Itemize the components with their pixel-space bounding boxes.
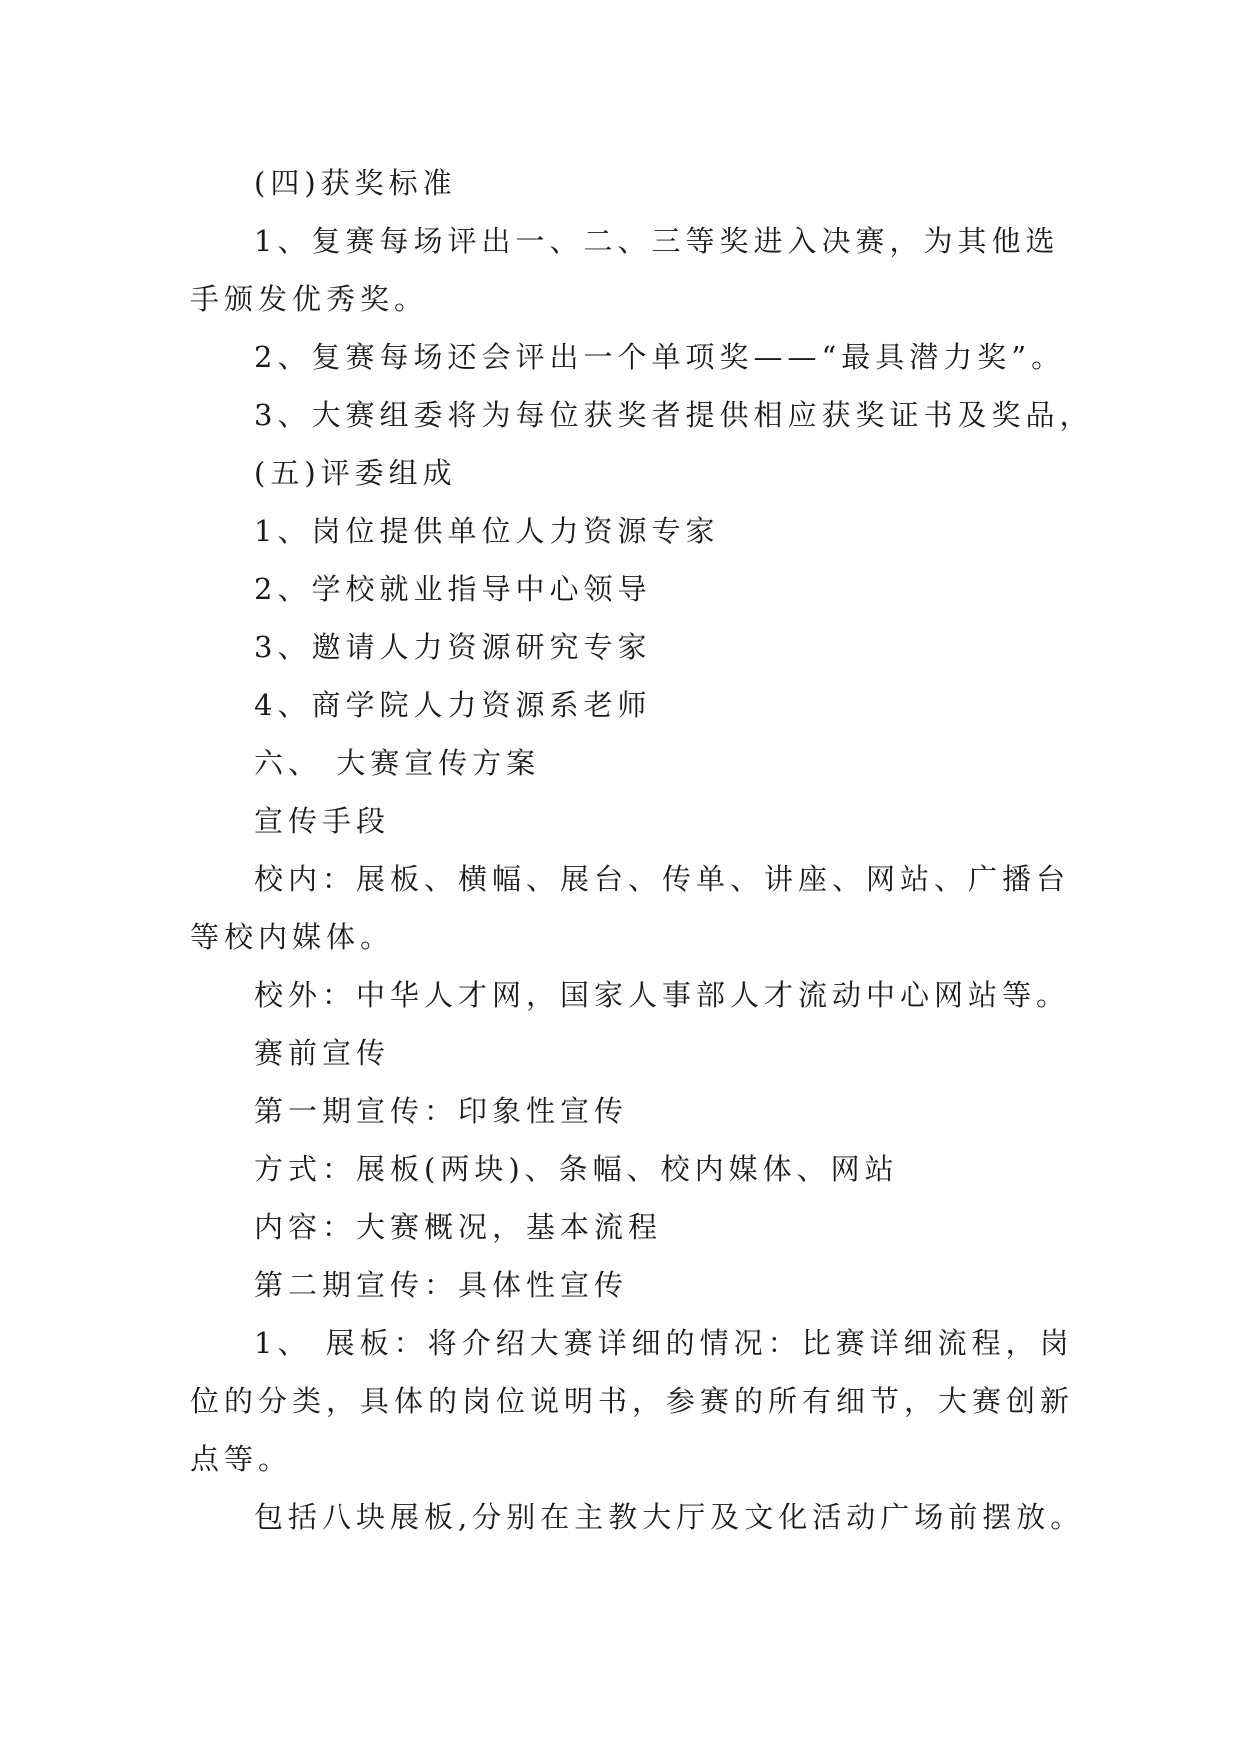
paragraph-line: 第一期宣传：印象性宣传 bbox=[254, 1094, 629, 1128]
section-heading-promotion: 六、 大赛宣传方案 bbox=[254, 746, 541, 780]
section-heading-award-criteria: (四)获奖标准 bbox=[254, 166, 457, 200]
paragraph-line: 2、复赛每场还会评出一个单项奖——“最具潜力奖”。 bbox=[254, 340, 1066, 374]
paragraph-line: 1、复赛每场评出一、二、三等奖进入决赛，为其他选 bbox=[254, 224, 1060, 258]
paragraph-line: 内容：大赛概况，基本流程 bbox=[254, 1210, 663, 1244]
list-item: 4、商学院人力资源系老师 bbox=[254, 688, 652, 722]
paragraph-line: 第二期宣传：具体性宣传 bbox=[254, 1268, 629, 1302]
list-item: 3、邀请人力资源研究专家 bbox=[254, 630, 652, 664]
list-item: 1、岗位提供单位人力资源专家 bbox=[254, 514, 720, 548]
paragraph-line: 3、大赛组委将为每位获奖者提供相应获奖证书及奖品， bbox=[254, 398, 1094, 432]
paragraph-line: 手颁发优秀奖。 bbox=[190, 282, 429, 316]
paragraph-line: 1、 展板：将介绍大赛详细的情况：比赛详细流程，岗 bbox=[254, 1326, 1074, 1360]
document-body bbox=[190, 154, 1094, 1546]
subheading-promotion-means: 宣传手段 bbox=[254, 804, 391, 838]
paragraph-line: 方式：展板(两块)、条幅、校内媒体、网站 bbox=[254, 1152, 899, 1186]
section-heading-judges: (五)评委组成 bbox=[254, 456, 457, 490]
paragraph-line: 位的分类，具体的岗位说明书，参赛的所有细节，大赛创新 bbox=[190, 1384, 1075, 1418]
paragraph-line: 校外：中华人才网，国家人事部人才流动中心网站等。 bbox=[254, 978, 1071, 1012]
paragraph-line: 等校内媒体。 bbox=[190, 920, 395, 954]
subheading-pre-event: 赛前宣传 bbox=[254, 1036, 391, 1070]
paragraph-line: 校内：展板、横幅、展台、传单、讲座、网站、广播台 bbox=[254, 862, 1071, 896]
list-item: 2、学校就业指导中心领导 bbox=[254, 572, 652, 606]
paragraph-line: 包括八块展板,分别在主教大厅及文化活动广场前摆放。 bbox=[254, 1500, 1085, 1534]
paragraph-line: 点等。 bbox=[190, 1442, 293, 1476]
